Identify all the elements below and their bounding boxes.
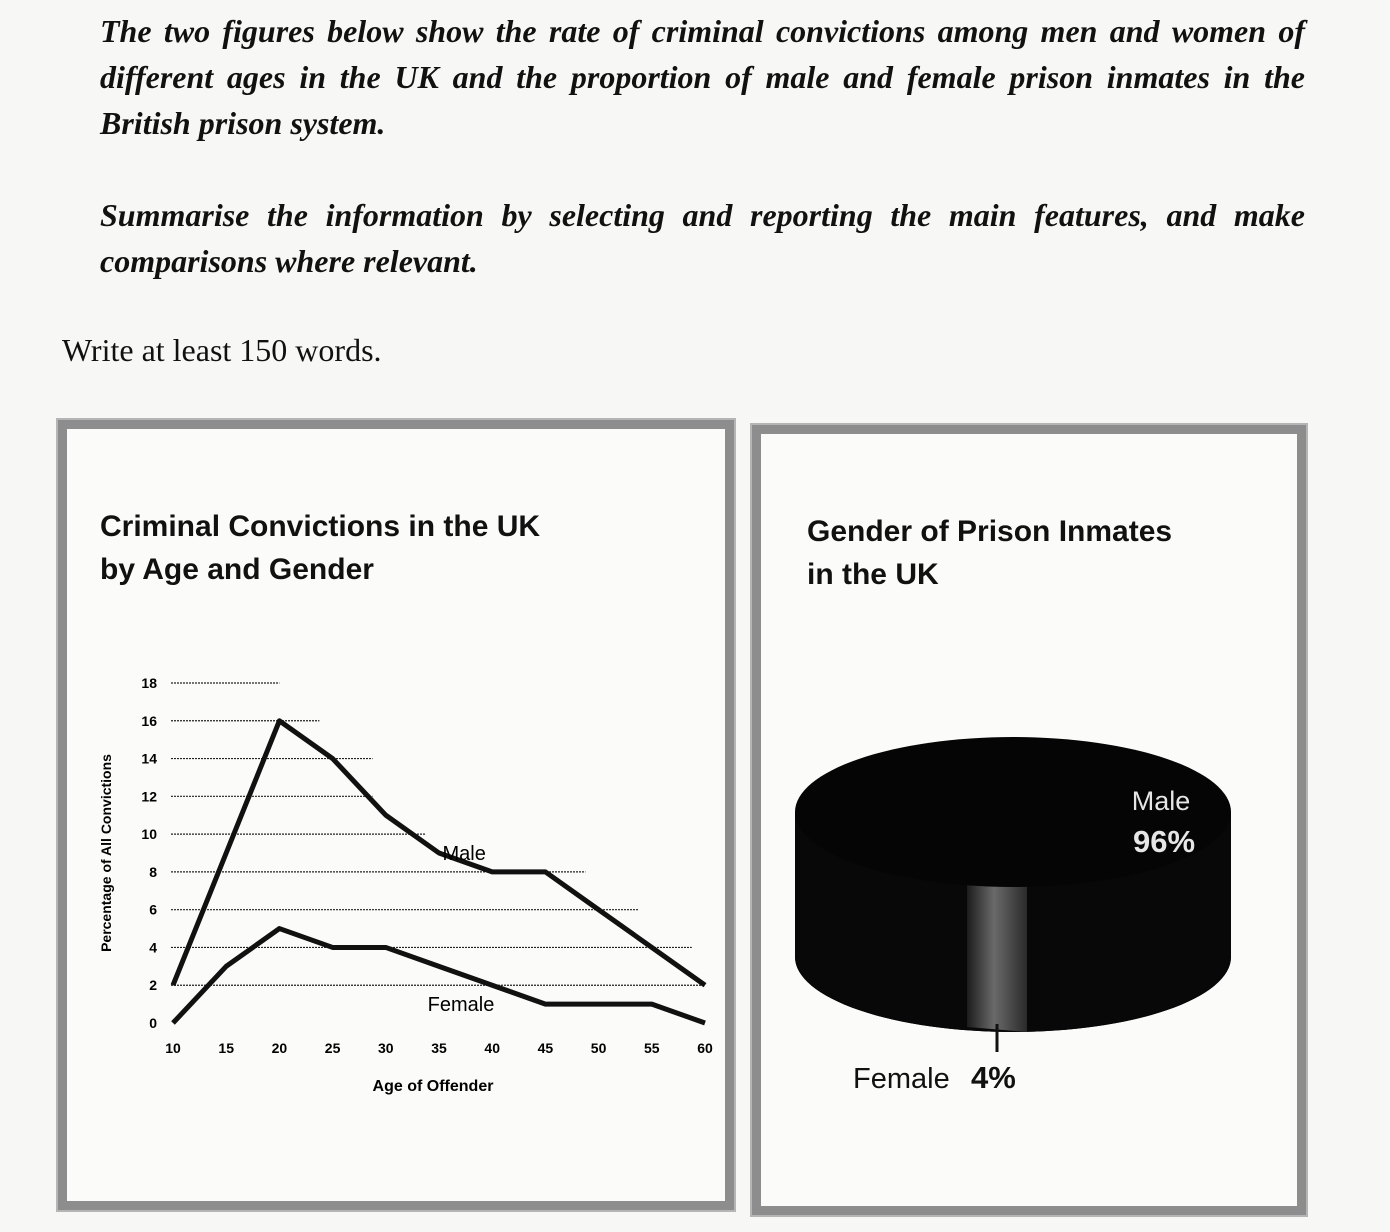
y-tick-labels	[141, 675, 157, 1031]
y-tick-14: 14	[141, 750, 157, 767]
pie-label-male-name: Male	[1131, 786, 1191, 816]
line-chart-title-line1: Criminal Convictions in the UK	[100, 510, 541, 543]
x-tick-45: 45	[537, 1040, 554, 1056]
x-axis-label: Age of Offender	[372, 1078, 494, 1095]
line-chart	[67, 429, 725, 1201]
pie-chart-title-line1: Gender of Prison Inmates	[807, 515, 1173, 548]
y-tick-2: 2	[149, 977, 157, 994]
x-tick-30: 30	[378, 1040, 394, 1056]
pie-chart	[761, 434, 1297, 1206]
x-tick-15: 15	[218, 1040, 234, 1056]
pie-chart-panel	[752, 425, 1306, 1215]
y-tick-10: 10	[141, 826, 157, 843]
x-tick-50: 50	[590, 1040, 607, 1056]
pie-label-male-value: 96%	[1132, 824, 1196, 859]
x-tick-60: 60	[697, 1040, 713, 1056]
line-chart-panel	[58, 420, 734, 1210]
y-tick-12: 12	[141, 788, 157, 805]
x-tick-40: 40	[484, 1040, 500, 1056]
y-tick-6: 6	[149, 901, 157, 918]
task-paragraph-2: Summarise the information by selecting and reporting the main features, and make comparisons where relevant.	[100, 197, 1305, 279]
x-tick-55: 55	[644, 1040, 660, 1056]
y-tick-0: 0	[149, 1015, 157, 1031]
word-count-instruction: Write at least 150 words.	[62, 332, 382, 368]
x-tick-25: 25	[324, 1040, 341, 1056]
y-tick-18: 18	[141, 675, 157, 691]
x-tick-labels	[165, 1040, 713, 1056]
pie-label-female-name	[853, 1063, 950, 1095]
pie-chart-title-line2: in the UK	[807, 558, 939, 591]
grid-lines	[171, 683, 705, 985]
x-tick-20: 20	[271, 1040, 288, 1056]
pie-label-female-value: 4%	[971, 1060, 1016, 1095]
x-tick-35: 35	[431, 1040, 447, 1056]
x-tick-10: 10	[165, 1040, 181, 1056]
pie-slice-female-side	[967, 884, 1027, 1032]
y-tick-8: 8	[149, 863, 157, 880]
series-label-male: Male	[442, 842, 486, 865]
line-chart-title-line2: by Age and Gender	[100, 553, 374, 586]
series-label-female: Female	[427, 994, 495, 1016]
pie-label-female-name-text: Female	[853, 1063, 950, 1095]
y-tick-4: 4	[149, 939, 157, 956]
y-axis-label: Percentage of All Convictions	[98, 754, 114, 952]
y-tick-16: 16	[141, 712, 157, 729]
task-paragraph-1: The two figures below show the rate of criminal convictions among men and women of different ages in the UK and the proportion of male and female prison inmates in the British prison system.	[100, 13, 1305, 141]
